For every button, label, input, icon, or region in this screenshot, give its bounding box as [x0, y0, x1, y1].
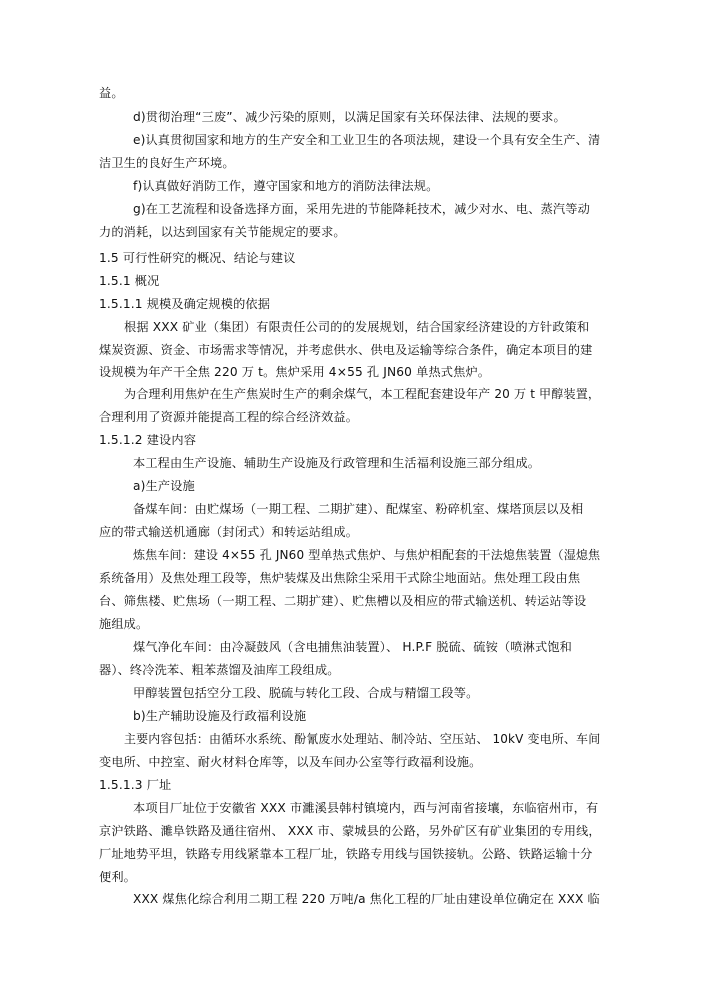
text-line: XXX 煤焦化综合利用二期工程 220 万吨/a 焦化工程的厂址由建设单位确定在 XXX 临 [133, 892, 600, 906]
text-line: g)在工艺流程和设备选择方面，采用先进的节能降耗技术，减少对水、电、蒸汽等动 [133, 202, 590, 216]
text-line: 煤气净化车间：由冷凝鼓风（含电捕焦油装置）、 H.P.F 脱硫、硫铵（喷淋式饱和 [133, 640, 572, 654]
text-line: 施组成。 [99, 617, 149, 631]
text-line: 为合理利用焦炉在生产焦炭时生产的剩余煤气，本工程配套建设年产 20 万 t 甲醇装置， [124, 387, 601, 401]
text-line: 甲醇装置包括空分工段、脱硫与转化工段、合成与精馏工段等。 [133, 686, 479, 700]
text-line: 京沪铁路、濉阜铁路及通往宿州、 XXX 市、蒙城县的公路，另外矿区有矿业集团的专用线， [99, 824, 601, 838]
section-heading: 1.5.1 概况 [99, 274, 160, 288]
text-line: 主要内容包括：由循环水系统、酚氰废水处理站、制冷站、空压站、 10kV 变电所、车间 [124, 732, 601, 746]
text-line: 本工程由生产设施、辅助生产设施及行政管理和生活福利设施三部分组成。 [133, 456, 541, 470]
text-line: b)生产辅助设施及行政福利设施 [133, 709, 307, 723]
section-heading: 1.5.1.1 规模及确定规模的依据 [99, 297, 271, 311]
text-line: 煤炭资源、资金、市场需求等情况，并考虑供水、供电及运输等综合条件，确定本项目的建 [99, 343, 593, 357]
text-line: d)贯彻治理“三废”、减少污染的原则，以满足国家有关环保法律、法规的要求。 [133, 110, 566, 124]
text-line: 洁卫生的良好生产环境。 [99, 156, 235, 170]
text-line: 益。 [99, 86, 124, 100]
text-line: e)认真贯彻国家和地方的生产安全和工业卫生的各项法规，建设一个具有安全生产、清 [133, 133, 601, 147]
text-line: 合理利用了资源并能提高工程的综合经济效益。 [99, 410, 359, 424]
text-line: 便利。 [99, 870, 137, 884]
text-line: 设规模为年产干全焦 220 万 t。焦炉采用 4×55 孔 JN60 单热式焦炉。 [99, 365, 491, 379]
text-line: 炼焦车间：建设 4×55 孔 JN60 型单热式焦炉、与焦炉相配套的干法熄焦装置（湿熄焦 [133, 548, 601, 562]
text-line: 力的消耗，以达到国家有关节能规定的要求。 [99, 225, 346, 239]
section-heading: 1.5 可行性研究的概况、结论与建议 [99, 251, 296, 265]
text-line: 变电所、中控室、耐火材料仓库等，以及车间办公室等行政福利设施。 [99, 755, 482, 769]
section-heading: 1.5.1.3 厂址 [99, 778, 172, 792]
text-line: 应的带式输送机通廊（封闭式）和转运站组成。 [99, 525, 359, 539]
text-line: 台、筛焦楼、贮焦场（一期工程、二期扩建）、贮焦槽以及相应的带式输送机、转运站等设 [99, 594, 587, 608]
text-line: 本项目厂址位于安徽省 XXX 市濉溪县韩村镇境内，西与河南省接壤，东临宿州市，有 [133, 801, 599, 815]
text-line: 厂址地势平坦，铁路专用线紧靠本工程厂址，铁路专用线与国铁接轨。公路、铁路运输十分 [99, 847, 593, 861]
section-heading: 1.5.1.2 建设内容 [99, 433, 197, 447]
text-line: 系统备用）及焦处理工段等，焦炉装煤及出焦除尘采用干式除尘地面站。焦处理工段由焦 [99, 571, 581, 585]
text-line: a)生产设施 [133, 479, 195, 493]
text-line: f)认真做好消防工作，遵守国家和地方的消防法律法规。 [133, 179, 439, 193]
text-line: 器）、终冷洗苯、粗苯蒸馏及油库工段组成。 [99, 663, 340, 677]
text-line: 备煤车间：由贮煤场（一期工程、二期扩建）、配煤室、粉碎机室、煤塔顶层以及相 [133, 502, 584, 516]
text-line: 根据 XXX 矿业（集团）有限责任公司的的发展规划，结合国家经济建设的方针政策和 [124, 320, 590, 334]
